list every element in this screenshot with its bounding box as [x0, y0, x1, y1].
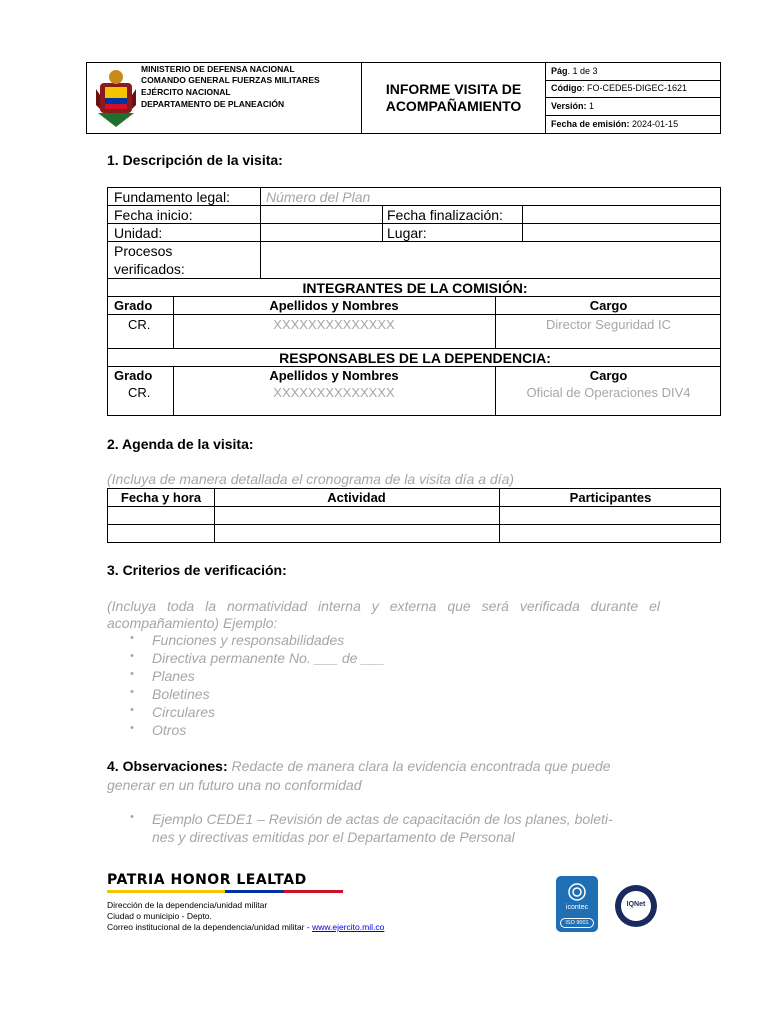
flag-stripe	[107, 890, 343, 893]
footer-address: Dirección de la dependencia/unidad militar	[107, 900, 268, 910]
agenda-hint: (Incluya de manera detallada el cronograma de la visita día a día)	[107, 471, 515, 487]
criteria-item: • Boletines	[130, 686, 210, 702]
section-1-title: 1. Descripción de la visita:	[107, 152, 283, 168]
integrante-nombres[interactable]: XXXXXXXXXXXXXX	[273, 317, 395, 332]
footer-email: Correo institucional de la dependencia/unidad militar - www.ejercito.mil.co	[107, 922, 385, 932]
integrantes-title: INTEGRANTES DE LA COMISIÓN:	[302, 280, 528, 296]
criteria-item: • Planes	[130, 668, 195, 684]
procesos-label-1: Procesos	[114, 243, 173, 259]
col-actividad: Actividad	[327, 490, 386, 505]
title-line-1: INFORME VISITA DE	[385, 81, 522, 97]
col-grado: Grado	[114, 298, 153, 313]
document-title	[362, 81, 545, 115]
col-participantes: Participantes	[569, 490, 652, 505]
fecha-inicio-label: Fecha inicio:	[114, 207, 193, 223]
observations-hint: Redacte de manera clara la evidencia encontrada que puede	[227, 758, 611, 774]
responsable-grado: CR.	[128, 385, 151, 400]
lugar-label: Lugar:	[387, 225, 427, 241]
procesos-label-2: verificados:	[114, 261, 185, 277]
criteria-item: • Otros	[130, 722, 187, 738]
criteria-hint-line-2: acompañamiento) Ejemplo:	[107, 615, 278, 631]
fundamento-label: Fundamento legal:	[114, 189, 230, 205]
col-nombres-2: Apellidos y Nombres	[269, 368, 399, 383]
army-crest-logo	[94, 65, 138, 131]
fecha-fin-label: Fecha finalización:	[387, 207, 503, 223]
unidad-label: Unidad:	[114, 225, 163, 241]
section-4-title: 4. Observaciones:	[107, 758, 228, 774]
iqnet-certification-badge	[614, 884, 658, 928]
col-grado-2: Grado	[114, 368, 153, 383]
website-link[interactable]: www.ejercito.mil.co	[312, 922, 385, 932]
section-4-heading	[107, 758, 611, 774]
integrante-grado: CR.	[128, 317, 151, 332]
document-version: Versión: 1	[551, 101, 595, 111]
icontec-brand: icontec	[565, 904, 589, 911]
document-header	[86, 62, 721, 134]
document-code: Código: FO-CEDE5-DIGEC-1621	[551, 83, 688, 93]
title-line-2: ACOMPAÑAMIENTO	[385, 98, 522, 114]
section-2-title: 2. Agenda de la visita:	[107, 436, 254, 452]
org-department: DEPARTAMENTO DE PLANEACIÓN	[141, 99, 285, 109]
responsable-cargo[interactable]: Oficial de Operaciones DIV4	[526, 385, 691, 400]
page-number: Pág. 1 de 3	[551, 66, 598, 76]
fundamento-input[interactable]: Número del Plan	[266, 189, 371, 205]
motto: PATRIA HONOR LEALTAD	[107, 872, 307, 888]
agenda-table	[107, 488, 721, 543]
issue-date: Fecha de emisión: 2024-01-15	[551, 119, 679, 129]
observation-example: • Ejemplo CEDE1 – Revisión de actas de capacitación de los planes, boleti-	[130, 811, 613, 827]
responsables-title: RESPONSABLES DE LA DEPENDENCIA:	[279, 350, 551, 366]
iso-label: ISO 9001	[560, 918, 594, 928]
icontec-certification-badge	[556, 876, 598, 938]
col-cargo: Cargo	[589, 298, 628, 313]
criteria-item: • Directiva permanente No. ___ de ___	[130, 650, 385, 666]
iqnet-brand: IQNet	[626, 901, 646, 908]
section-3-title: 3. Criterios de verificación:	[107, 562, 287, 578]
responsable-nombres[interactable]: XXXXXXXXXXXXXX	[273, 385, 395, 400]
col-nombres: Apellidos y Nombres	[269, 298, 399, 313]
integrante-cargo[interactable]: Director Seguridad IC	[546, 317, 671, 332]
footer-city: Ciudad o municipio - Depto.	[107, 911, 212, 921]
criteria-hint-line-1: (Incluya toda la normatividad interna y externa que será verificada durante el	[107, 598, 660, 614]
col-cargo-2: Cargo	[589, 368, 628, 383]
col-fecha-hora: Fecha y hora	[120, 490, 202, 505]
observations-hint-line-2: generar en un futuro una no conformidad	[107, 777, 362, 793]
criteria-item: • Circulares	[130, 704, 216, 720]
observation-example-cont: nes y directivas emitidas por el Departamento de Personal	[152, 829, 515, 845]
org-command: COMANDO GENERAL FUERZAS MILITARES	[141, 75, 320, 85]
visit-description-table	[107, 187, 721, 416]
criteria-item: • Funciones y responsabilidades	[130, 632, 345, 648]
org-ministry: MINISTERIO DE DEFENSA NACIONAL	[141, 64, 295, 74]
org-army: EJÉRCITO NACIONAL	[141, 87, 231, 97]
icontec-logo-icon	[567, 882, 587, 902]
